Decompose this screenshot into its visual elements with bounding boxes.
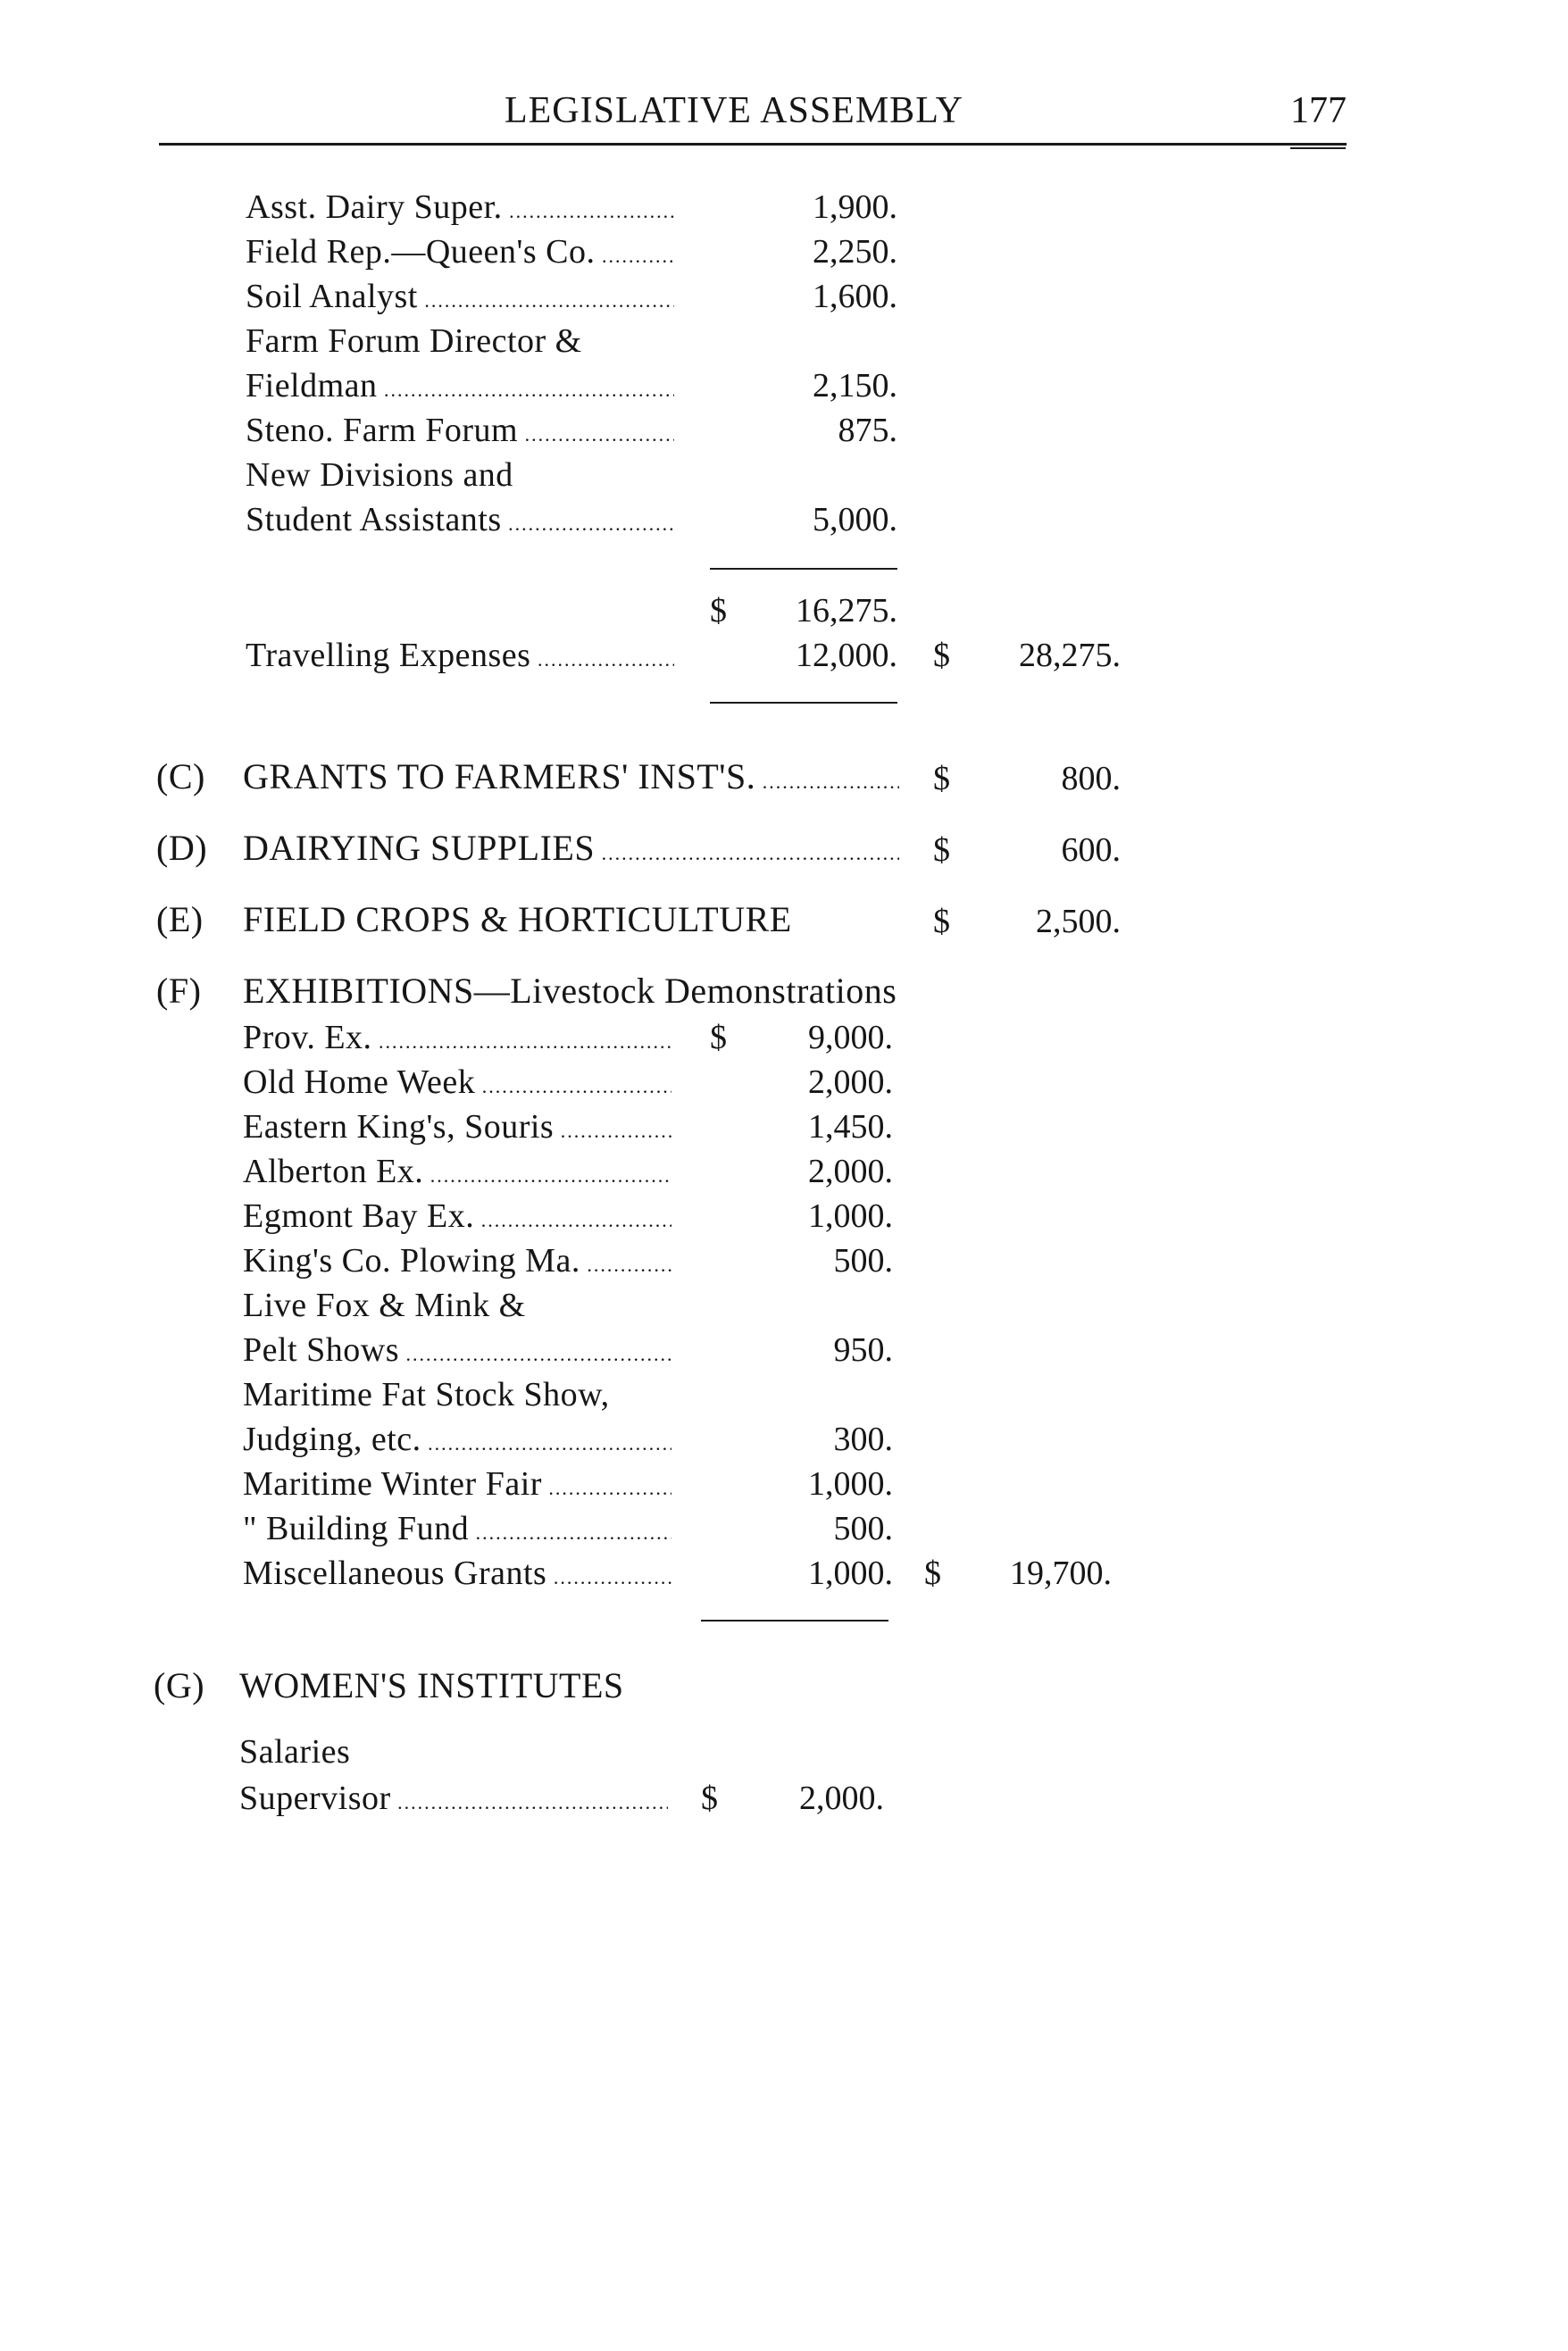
line-label: Judging, etc. ..... <box>243 1420 671 1463</box>
section-title: WOMEN'S INSTITUTES <box>239 1665 624 1705</box>
line-amount: 500. <box>833 1510 893 1547</box>
section-dollar-sign: $ <box>933 903 950 940</box>
line-label: Supervisor ..... <box>239 1779 668 1822</box>
line-label: Prov. Ex. ..... <box>243 1018 671 1062</box>
section-letter: (E) <box>156 899 204 939</box>
line-label: Old Home Week ..... <box>243 1063 671 1106</box>
line-amount: 2,250. <box>813 233 897 271</box>
subheading: Salaries <box>239 1733 351 1771</box>
section-total: 28,275. <box>1019 637 1121 674</box>
section-letter: (D) <box>156 828 208 868</box>
line-amount: 1,900. <box>813 188 897 226</box>
section-amount: 2,500. <box>1036 903 1121 940</box>
section-amount: 600. <box>1061 831 1121 869</box>
line-label: King's Co. Plowing Ma. ..... <box>243 1241 671 1285</box>
line-label: Alberton Ex. ..... <box>243 1152 671 1196</box>
line-amount: 2,150. <box>813 367 897 404</box>
line-dollar-sign: $ <box>701 1780 718 1817</box>
subtotal-amount: 16,275. <box>796 592 897 629</box>
line-amount: 950. <box>833 1331 893 1369</box>
salary-line-continued: New Divisions and <box>246 456 513 494</box>
section-letter: (F) <box>156 971 202 1011</box>
line-label: Fieldman ..... <box>246 366 674 410</box>
running-header-title: LEGISLATIVE ASSEMBLY <box>505 90 963 131</box>
section-title: EXHIBITIONS—Livestock Demonstrations <box>243 971 897 1011</box>
section-dollar-sign: $ <box>933 831 950 869</box>
header-rule <box>159 143 1347 146</box>
section-title-text: DAIRYING SUPPLIES ..... <box>243 829 899 873</box>
line-amount: 2,000. <box>799 1780 884 1817</box>
line-label: Eastern King's, Souris ..... <box>243 1107 671 1151</box>
line-amount: 1,000. <box>808 1197 893 1235</box>
travel-amount: 12,000. <box>796 637 897 674</box>
section-title-text: GRANTS TO FARMERS' INST'S. ..... <box>243 757 899 802</box>
line-amount: 1,000. <box>808 1555 893 1592</box>
total-rule <box>701 1620 888 1622</box>
line-label: " Building Fund ..... <box>243 1509 671 1553</box>
salary-line <box>239 1779 668 1831</box>
line-dollar-sign: $ <box>710 1019 727 1056</box>
line-label: Miscellaneous Grants ..... <box>243 1554 671 1597</box>
exhibition-item <box>243 1554 671 1606</box>
subtotal-rule <box>710 568 897 570</box>
section-letter: (C) <box>156 756 205 796</box>
exhibition-item-continued: Maritime Fat Stock Show, <box>243 1376 610 1413</box>
line-label: Steno. Farm Forum ..... <box>246 411 674 454</box>
travel-line <box>246 636 674 688</box>
line-label: Soil Analyst ..... <box>246 277 674 321</box>
subtotal-dollar-sign: $ <box>710 592 727 629</box>
line-label: Maritime Winter Fair ..... <box>243 1464 671 1508</box>
line-amount: 500. <box>833 1242 893 1280</box>
line-label: Travelling Expenses ..... <box>246 636 674 679</box>
exhibition-item-continued: Live Fox & Mink & <box>243 1287 526 1324</box>
section-title <box>243 829 899 881</box>
section-title <box>243 757 899 810</box>
line-label: Asst. Dairy Super. ..... <box>246 188 674 231</box>
line-amount: 1,000. <box>808 1465 893 1503</box>
salary-line <box>246 500 674 553</box>
line-label: Pelt Shows ..... <box>243 1330 671 1374</box>
line-amount: 2,000. <box>808 1153 893 1190</box>
line-amount: 2,000. <box>808 1063 893 1101</box>
page-number: 177 <box>1290 90 1347 131</box>
section-total: 19,700. <box>1010 1555 1112 1592</box>
salary-line-continued: Farm Forum Director & <box>246 322 582 360</box>
section-amount: 800. <box>1061 760 1121 797</box>
line-amount: 9,000. <box>808 1019 893 1056</box>
section-title: FIELD CROPS & HORTICULTURE <box>243 899 792 939</box>
total-dollar-sign: $ <box>924 1555 941 1592</box>
line-amount: 5,000. <box>813 501 897 538</box>
line-amount: 875. <box>838 412 897 449</box>
line-amount: 1,450. <box>808 1108 893 1146</box>
line-label: Egmont Bay Ex. ..... <box>243 1196 671 1240</box>
line-label: Student Assistants ..... <box>246 500 674 544</box>
total-dollar-sign: $ <box>933 637 950 674</box>
line-amount: 1,600. <box>813 278 897 315</box>
line-amount: 300. <box>833 1421 893 1458</box>
page-number-underline <box>1290 147 1346 149</box>
total-rule <box>710 702 897 704</box>
section-letter: (G) <box>154 1665 205 1705</box>
section-dollar-sign: $ <box>933 760 950 797</box>
line-label: Field Rep.—Queen's Co. ..... <box>246 232 674 276</box>
